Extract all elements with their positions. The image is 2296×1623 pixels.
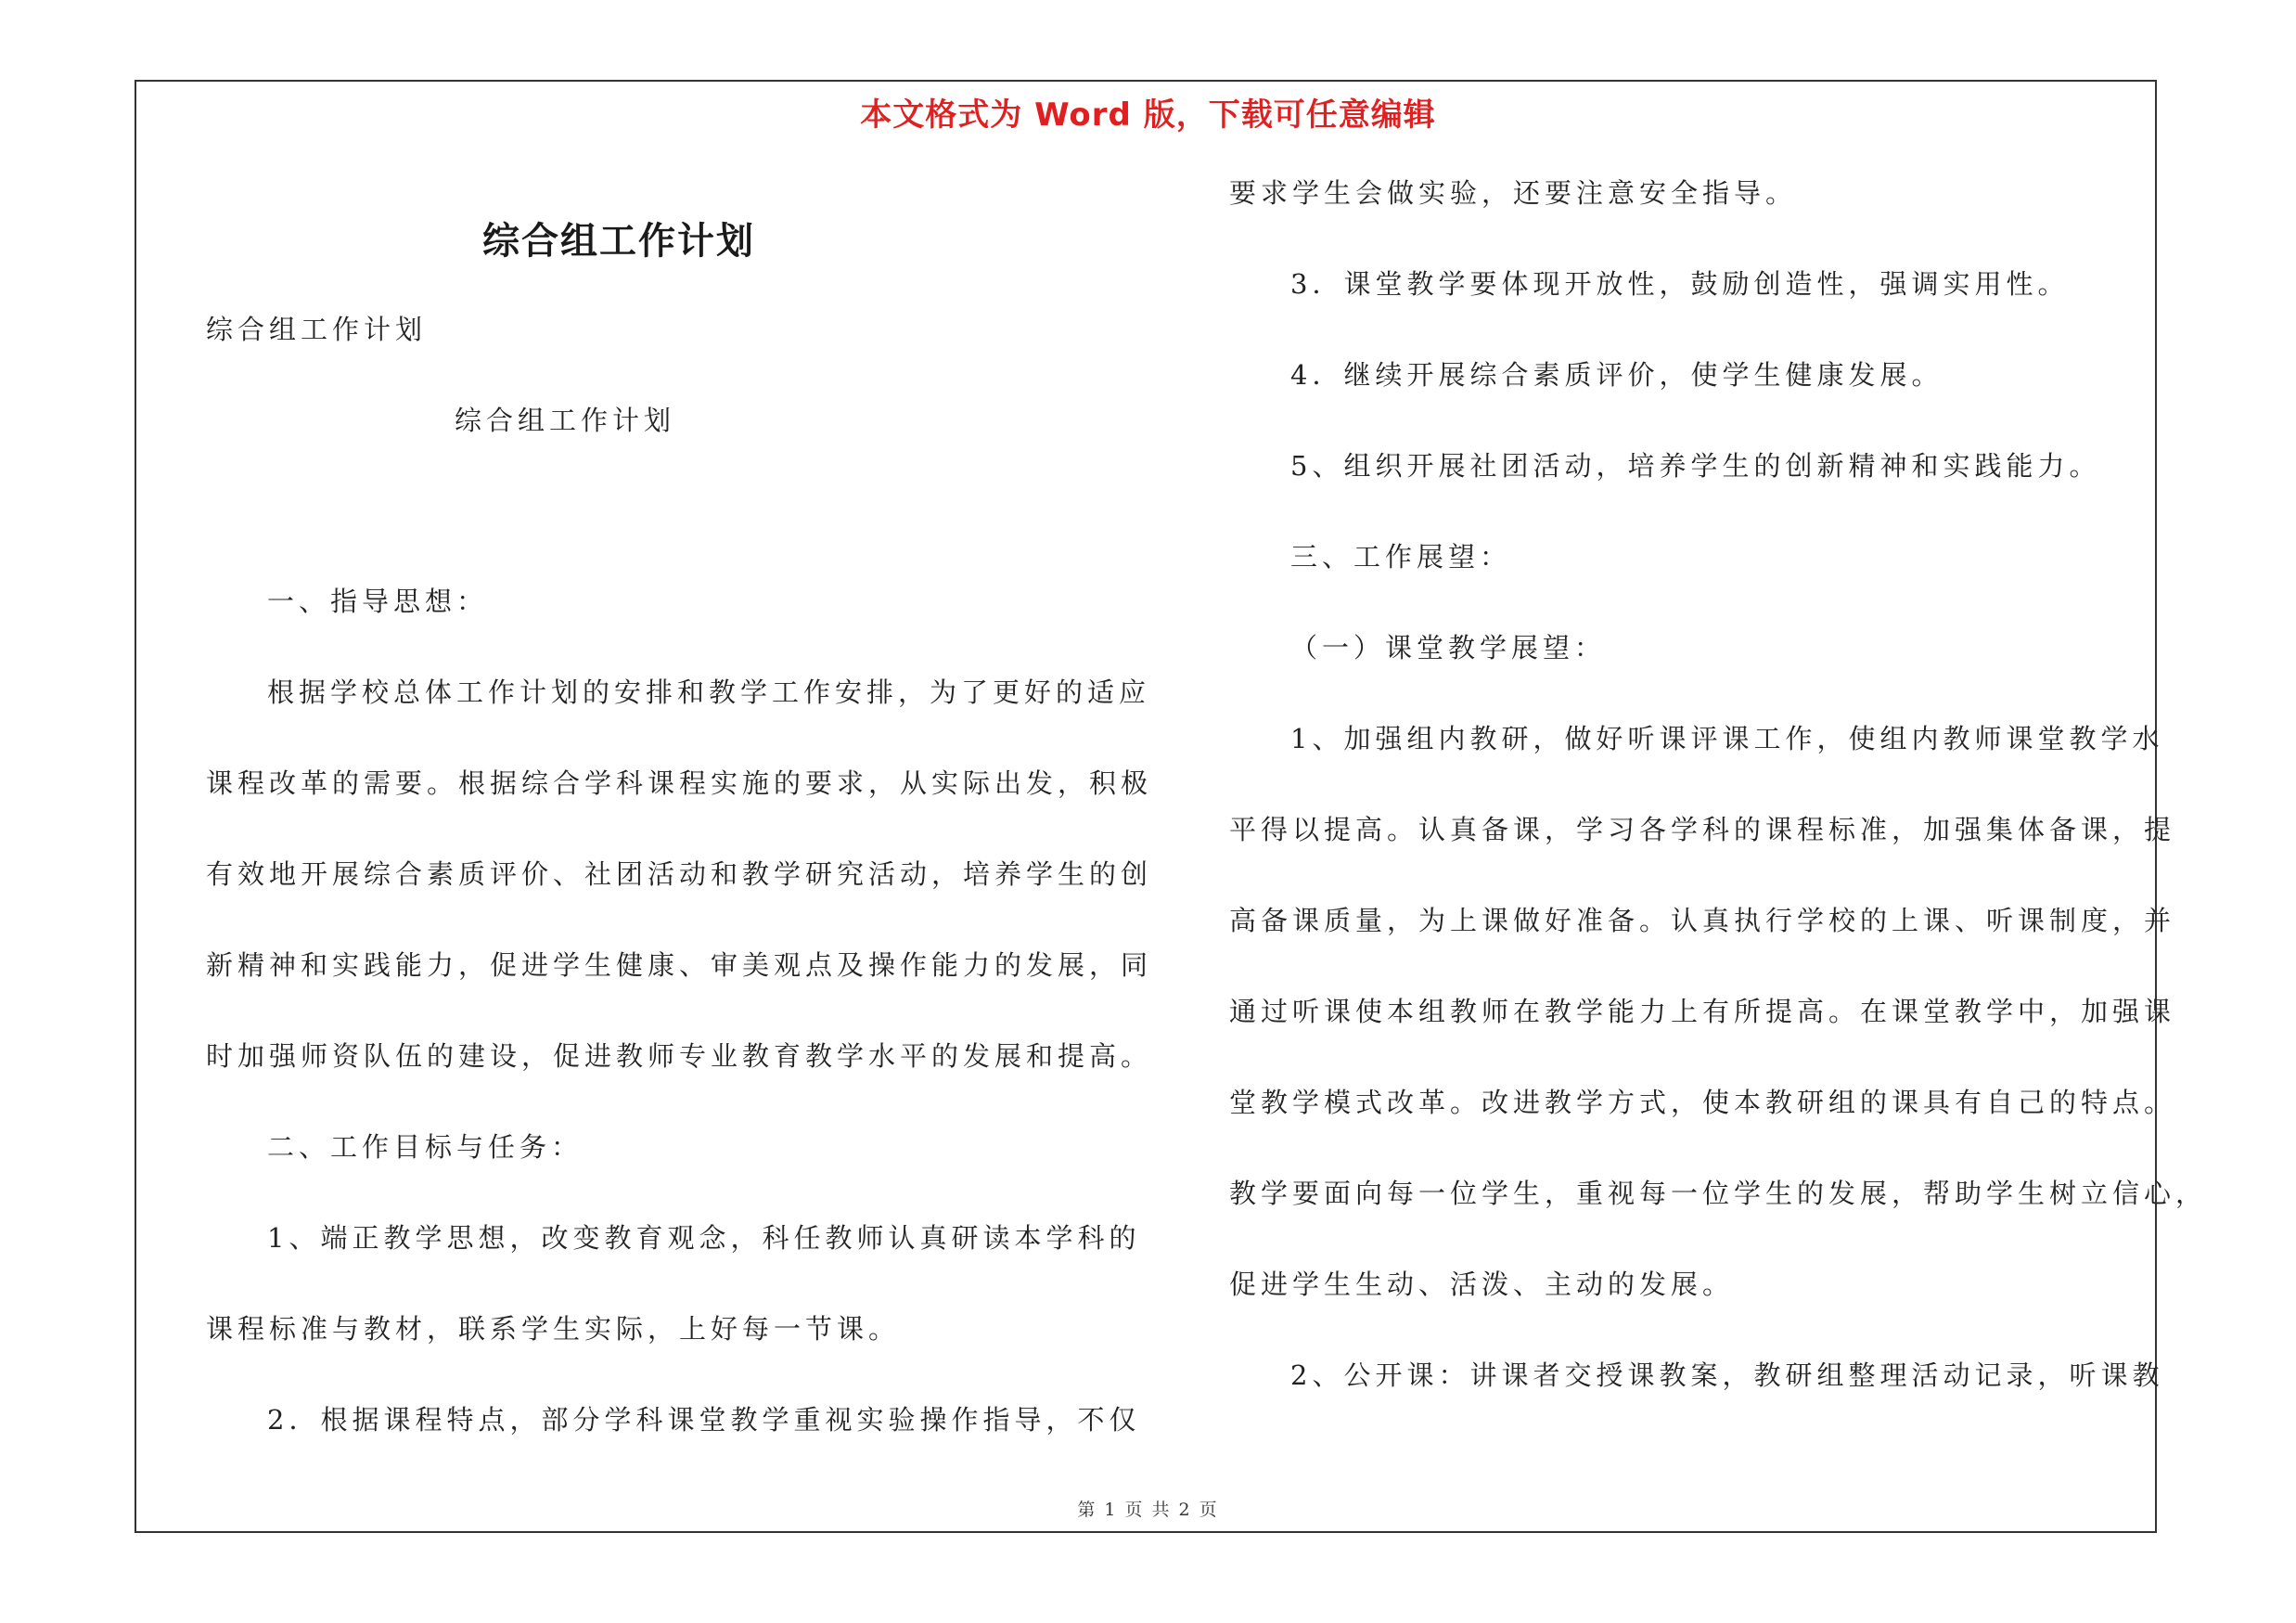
right-paragraph-line: 2、公开课：讲课者交授课教案，教研组整理活动记录，听课教: [1290, 1359, 2164, 1391]
right-paragraph-line: 三、工作展望：: [1290, 541, 1512, 573]
right-paragraph-line: 4．继续开展综合素质评价，使学生健康发展。: [1290, 359, 1943, 391]
document-title: 综合组工作计划: [482, 219, 755, 263]
right-paragraph-line: 堂教学模式改革。改进教学方式，使本教研组的课具有自己的特点。: [1229, 1087, 2176, 1118]
right-paragraph-line: 要求学生会做实验，还要注意安全指导。: [1229, 177, 1798, 209]
format-banner: 本文格式为 Word 版，下载可任意编辑: [860, 97, 1436, 134]
right-paragraph-line: 平得以提高。认真备课，学习各学科的课程标准，加强集体备课，提: [1229, 814, 2176, 845]
left-paragraph-line: 一、指导思想：: [267, 586, 489, 617]
left-paragraph-line: 新精神和实践能力，促进学生健康、审美观点及操作能力的发展，同: [206, 949, 1153, 981]
left-paragraph-line: 综合组工作计划: [455, 405, 676, 436]
right-paragraph-line: （一）课堂教学展望：: [1290, 632, 1607, 663]
right-paragraph-line: 教学要面向每一位学生，重视每一位学生的发展，帮助学生树立信心，: [1229, 1178, 2208, 1209]
right-paragraph-line: 5、组织开展社团活动，培养学生的创新精神和实践能力。: [1290, 450, 2101, 482]
left-paragraph-line: 时加强师资队伍的建设，促进教师专业教育教学水平的发展和提高。: [206, 1040, 1153, 1072]
left-paragraph-line: 综合组工作计划: [206, 314, 428, 345]
page-footer: 第 1 页 共 2 页: [1077, 1500, 1219, 1520]
right-paragraph-line: 3．课堂教学要体现开放性，鼓励创造性，强调实用性。: [1290, 268, 2070, 300]
right-paragraph-line: 高备课质量，为上课做好准备。认真执行学校的上课、听课制度，并: [1229, 905, 2176, 936]
left-paragraph-line: 2．根据课程特点，部分学科课堂教学重视实验操作指导，不仅: [267, 1404, 1141, 1436]
left-paragraph-line: 有效地开展综合素质评价、社团活动和教学研究活动，培养学生的创: [206, 858, 1153, 890]
left-paragraph-line: 1、端正教学思想，改变教育观念，科任教师认真研读本学科的: [267, 1222, 1141, 1254]
left-paragraph-line: 根据学校总体工作计划的安排和教学工作安排，为了更好的适应: [267, 676, 1151, 708]
right-paragraph-line: 促进学生生动、活泼、主动的发展。: [1229, 1269, 1735, 1300]
right-paragraph-line: 通过听课使本组教师在教学能力上有所提高。在课堂教学中，加强课: [1229, 996, 2176, 1027]
left-paragraph-line: 课程改革的需要。根据综合学科课程实施的要求，从实际出发，积极: [206, 767, 1153, 799]
left-paragraph-line: 二、工作目标与任务：: [267, 1131, 584, 1163]
left-paragraph-line: 课程标准与教材，联系学生实际，上好每一节课。: [206, 1313, 901, 1345]
right-paragraph-line: 1、加强组内教研，做好听课评课工作，使组内教师课堂教学水: [1290, 723, 2164, 754]
